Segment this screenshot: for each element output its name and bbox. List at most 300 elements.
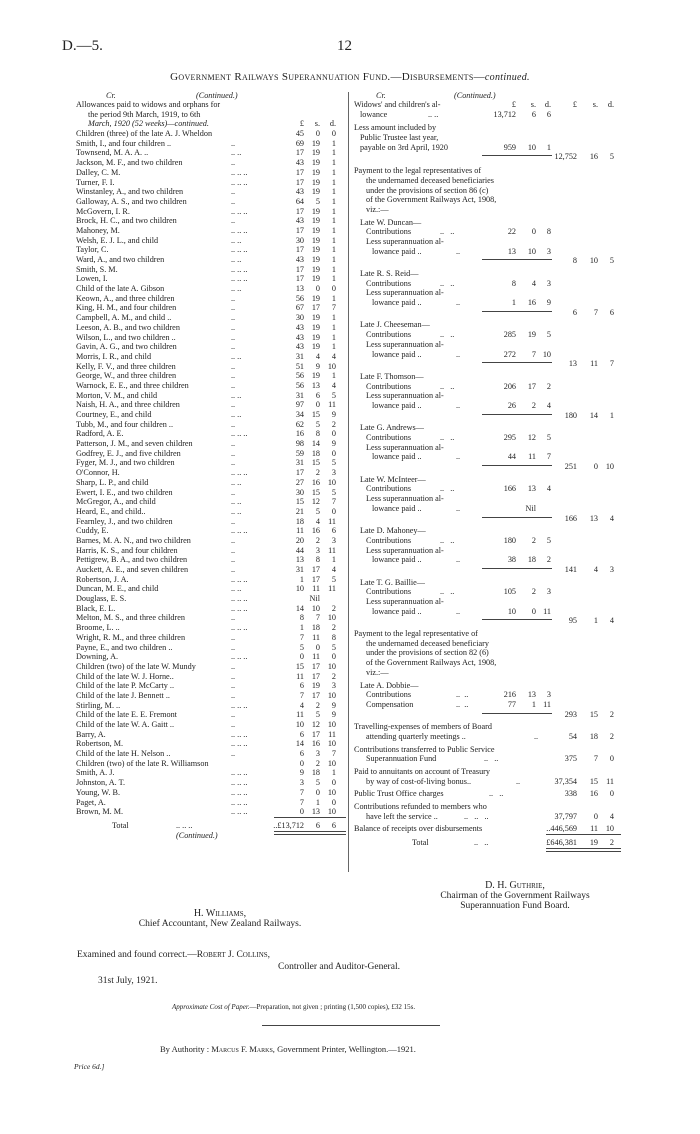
allowance-row bbox=[76, 749, 346, 759]
estate-contrib-shillings: 2 bbox=[531, 535, 536, 545]
allowance-shillings: 13 bbox=[311, 380, 320, 390]
allowance-pounds: 43 bbox=[295, 216, 304, 226]
allowance-shillings: 16 bbox=[311, 739, 320, 749]
payment2-line4: of the Government Railways Act, 1908, bbox=[366, 658, 497, 668]
allowance-dots: .. bbox=[231, 419, 236, 429]
estate-less-label-2: lowance paid .. bbox=[372, 555, 422, 565]
allowance-shillings: 19 bbox=[311, 245, 320, 255]
allowance-name: Gavin, A. G., and two children bbox=[76, 342, 177, 352]
estate-block: Late W. Duncan— Contributions .. .. 22 0 8 Less superannuation al- lowance paid .. .. 13 10 3 8 10 5 bbox=[360, 217, 614, 266]
allowance-row bbox=[76, 197, 346, 207]
allowance-shillings: 13 bbox=[311, 807, 320, 817]
allowance-name: Children (three) of the late A. J. Wheldon bbox=[76, 129, 213, 139]
allowance-pounds: 18 bbox=[295, 516, 304, 526]
allowance-name: Stirling, M. .. bbox=[76, 700, 121, 710]
allowance-row bbox=[76, 662, 346, 672]
allowance-pence: 7 bbox=[331, 749, 336, 759]
allowance-pounds: 6 bbox=[299, 681, 304, 691]
cost-note bbox=[172, 1003, 415, 1011]
allowance-row bbox=[76, 352, 346, 362]
less-shillings: 10 bbox=[527, 142, 536, 152]
allowance-pounds: 11 bbox=[296, 526, 304, 536]
estate-less-label-2: lowance paid .. bbox=[372, 606, 422, 616]
allowance-pounds: 43 bbox=[295, 187, 304, 197]
allowance-pence: 5 bbox=[331, 574, 336, 584]
allowance-name: Winstanley, A., and two children bbox=[76, 187, 184, 197]
allowance-pounds: 45 bbox=[295, 129, 304, 139]
widows-shillings: 6 bbox=[531, 109, 536, 119]
payment2-line1: Payment to the legal representative of bbox=[354, 629, 478, 639]
allowance-dots: .. .. .. bbox=[231, 245, 248, 255]
examined-statement bbox=[77, 950, 270, 960]
allowance-dots: .. .. .. bbox=[231, 429, 248, 439]
estate-name: Late R. S. Reid— bbox=[360, 269, 419, 278]
allowance-pounds: 17 bbox=[295, 206, 304, 216]
allowance-pounds: 5 bbox=[299, 642, 304, 652]
annuitants-pounds: 37,354 bbox=[554, 776, 577, 786]
allowance-shillings: 5 bbox=[315, 419, 320, 429]
estate-block: Late J. Cheeseman— Contributions .. .. 285 19 5 Less superannuation al- lowance paid .. .. 272 7 10 13 11 7 bbox=[360, 320, 614, 369]
allowance-row bbox=[76, 633, 346, 643]
allowance-pounds: 27 bbox=[295, 477, 304, 487]
page-number: 12 bbox=[337, 38, 352, 54]
allowance-pounds: 6 bbox=[299, 749, 304, 759]
estate-less-label-2: lowance paid .. bbox=[372, 503, 422, 513]
allowance-shillings: 10 bbox=[311, 603, 320, 613]
allowance-pounds: 43 bbox=[295, 322, 304, 332]
estate-paid-pence: 3 bbox=[546, 246, 551, 256]
estate-list bbox=[354, 215, 624, 627]
allowance-name: Naish, H. A., and three children bbox=[76, 400, 180, 410]
allowance-dots: .. bbox=[231, 613, 236, 623]
allowance-dots: .. bbox=[231, 555, 236, 565]
allowance-shillings: 6 bbox=[315, 390, 320, 400]
cost-text: —Preparation, not given ; printing (1,500 copies), £32 15s. bbox=[249, 1003, 416, 1011]
allowance-row bbox=[76, 148, 346, 158]
allowance-dots: .. bbox=[231, 380, 236, 390]
allowance-name: Child of the late A. Gibson bbox=[76, 284, 165, 294]
allowance-row bbox=[76, 546, 346, 556]
allowance-dots: .. bbox=[231, 681, 236, 691]
cost-label: Approximate Cost of Paper. bbox=[172, 1003, 250, 1011]
allowance-pounds: 30 bbox=[295, 235, 304, 245]
estate-less-label-1: Less superannuation al- bbox=[366, 494, 444, 504]
allowance-shillings: 15 bbox=[311, 410, 320, 419]
allowance-name: Barry, A. bbox=[76, 729, 106, 739]
allowance-name: Smith, S. M. bbox=[76, 264, 118, 274]
estate-net-shillings: 7 bbox=[593, 307, 598, 317]
allowance-dots: .. .. .. bbox=[231, 768, 248, 778]
allowance-shillings: 17 bbox=[311, 729, 320, 739]
estate-less-label-1: Less superannuation al- bbox=[366, 597, 444, 606]
allowance-dots: .. .. .. bbox=[231, 623, 248, 633]
estate-block: Late W. McInteer— Contributions .. .. 166 13 4 Less superannuation al- lowance paid .. .. Nil 166 13 4 bbox=[360, 474, 614, 523]
allowance-name: Radford, A. E. bbox=[76, 429, 124, 439]
allowance-pence: 2 bbox=[331, 603, 336, 613]
allowance-row bbox=[76, 216, 346, 226]
allowance-shillings: 11 bbox=[312, 652, 320, 662]
allowance-name: Patterson, J. M., and seven children bbox=[76, 439, 193, 449]
estate-contrib-pounds: 166 bbox=[503, 484, 516, 494]
allowance-dots: .. bbox=[231, 196, 236, 206]
estate-net-pence: 5 bbox=[609, 256, 614, 266]
estate-contrib-pence: 5 bbox=[546, 433, 551, 442]
allowance-pounds: 11 bbox=[296, 671, 304, 681]
title-continued: continued. bbox=[484, 72, 530, 83]
allowance-pence: 4 bbox=[331, 565, 336, 574]
balance-pence: 10 bbox=[605, 824, 614, 834]
allowance-shillings: 19 bbox=[311, 264, 320, 274]
allowances-intro-1: Allowances paid to widows and orphans for bbox=[76, 100, 221, 109]
allowance-shillings: 19 bbox=[311, 206, 320, 216]
head-shillings: s. bbox=[314, 119, 320, 129]
allowance-dots: .. .. .. bbox=[231, 468, 248, 478]
allowance-pence: 2 bbox=[331, 671, 336, 681]
estate-less-label-1: Less superannuation al- bbox=[366, 288, 444, 298]
allowance-row bbox=[76, 807, 346, 817]
examined-role: Controller and Auditor-General. bbox=[278, 962, 400, 972]
left-total-pounds: ..£13,712 bbox=[273, 820, 304, 830]
allowance-row bbox=[76, 313, 346, 323]
allowance-dots: .. bbox=[231, 535, 236, 545]
estate-block: Late T. G. Baillie— Contributions .. .. 105 2 3 Less superannuation al- lowance paid .. .. 10 0 11 95 1 4 bbox=[360, 577, 614, 626]
estate-paid-shillings: 10 bbox=[527, 246, 536, 256]
dobbie-contrib-pence: 3 bbox=[546, 690, 551, 700]
estate-contrib-pence: 2 bbox=[546, 381, 551, 391]
allowance-dots: .. bbox=[231, 710, 236, 720]
refunded-line2: have left the service .. bbox=[366, 811, 438, 821]
estate-less-label-2: lowance paid .. bbox=[372, 349, 422, 359]
allowance-shillings: 19 bbox=[311, 225, 320, 235]
allowance-pounds: 31 bbox=[295, 351, 304, 361]
allowance-dots: .. .. .. bbox=[231, 652, 248, 662]
allowance-dots: .. .. bbox=[231, 410, 242, 419]
head-pence: d. bbox=[329, 119, 336, 129]
allowance-row bbox=[76, 759, 346, 769]
allowance-pence: 1 bbox=[331, 235, 336, 245]
estate-name: Late W. Duncan— bbox=[360, 217, 422, 227]
allowance-shillings: 5 bbox=[315, 506, 320, 516]
estate-contrib-label: Contributions bbox=[366, 433, 412, 442]
payment2-line5: viz.:— bbox=[366, 667, 389, 677]
allowance-pounds: 7 bbox=[299, 690, 304, 700]
allowance-dots: .. bbox=[231, 642, 236, 652]
allowance-name: Brown, M. M. bbox=[76, 807, 124, 817]
estate-paid-pounds: 26 bbox=[507, 400, 516, 410]
allowance-name: Payne, E., and two children .. bbox=[76, 642, 173, 652]
allowance-shillings: 17 bbox=[311, 661, 320, 671]
dobbie-contrib-pounds: 216 bbox=[503, 690, 516, 700]
payment1-line1: Payment to the legal representatives of bbox=[354, 166, 482, 176]
left-total-label: Total bbox=[112, 820, 129, 830]
estate-net-pounds: 166 bbox=[564, 513, 577, 523]
allowance-dots: .. .. .. bbox=[231, 574, 248, 584]
allowance-dots: .. bbox=[231, 138, 236, 148]
estate-paid-shillings: 16 bbox=[527, 298, 536, 308]
left-continued-label: (Continued.) bbox=[196, 91, 238, 100]
allowance-pence: 1 bbox=[331, 255, 336, 264]
allowance-dots: .. bbox=[231, 632, 236, 642]
allowance-name: Downing, A. bbox=[76, 652, 119, 662]
allowance-shillings: 5 bbox=[315, 710, 320, 720]
allowance-pounds: 15 bbox=[295, 497, 304, 507]
estate-paid-pounds: 38 bbox=[507, 555, 516, 565]
allowance-pence: 6 bbox=[331, 526, 336, 536]
allowance-name: Paget, A. bbox=[76, 797, 106, 807]
right-head-s1: s. bbox=[530, 100, 536, 109]
estate-block: Late D. Mahoney— Contributions .. .. 180 2 5 Less superannuation al- lowance paid .. .. 38 18 2 141 4 3 bbox=[360, 526, 614, 574]
right-head-l2: £ bbox=[572, 100, 577, 109]
allowance-dots: .. .. bbox=[231, 235, 242, 245]
allowance-row bbox=[76, 594, 346, 604]
allowance-pounds: 0 bbox=[299, 652, 304, 662]
allowance-pounds: 43 bbox=[295, 158, 304, 168]
allowance-name: Brock, H. C., and two children bbox=[76, 216, 177, 226]
allowance-dots: .. bbox=[231, 400, 236, 410]
allowance-row bbox=[76, 526, 346, 536]
allowance-name: McGregor, A., and child bbox=[76, 497, 156, 507]
travel-pence: 2 bbox=[609, 731, 614, 741]
estate-paid-shillings: 0 bbox=[531, 606, 536, 616]
allowance-name: Duncan, M. E., and child bbox=[76, 584, 159, 594]
estate-contrib-pounds: 295 bbox=[503, 433, 516, 442]
estate-name: Late W. McInteer— bbox=[360, 474, 426, 484]
estate-contrib-shillings: 19 bbox=[527, 330, 536, 340]
right-column: Cr. (Continued.) Widows' and children's al- £ s. d. £ s. d. lowance .. .. 13,712 6 6 Less amount included by Public Trustee last year, payable on 3rd April, 1920 959 10 1 12,752 16 5 Payment to the legal representatives of the undernamed deceased beneficiaries under the provisions of section 86 (c) of the Government Railways Act, 1908, viz.:— Late W. Duncan— Contributions .. .. 22 0 8 Less superannuation al- lowance paid .. .. 13 10 3 8 10 5 Late R. S. Reid— Contributions .. .. 8 4 3 Less superannuation al- lowance paid .. .. 1 16 9 6 7 6 Late J. Cheeseman— Contributions .. .. 285 19 5 Less superannuation al- lowance paid .. .. 272 7 10 13 11 7 Late F. Thomson— Contributions .. .. 206 17 2 Less superannuation al- lowance paid .. .. 26 2 4 180 14 1 Late G. Andrews— Contributions .. .. 295 12 5 Less superannuation al- lowance paid .. .. 44 11 7 251 0 10 Late W. McInteer— Contributions .. .. 166 13 4 Less superannuation al- lowance paid .. .. Nil 166 13 4 Late D. Mahoney— Contributions .. .. 180 2 5 Less superannuation al- lowance paid .. .. 38 18 2 141 4 3 Late T. G. Baillie— Contributions .. .. 105 2 3 Less superannuation al- lowance paid .. .. 10 0 11 95 1 4 Payment to the legal representative of the undernamed deceased beneficiary under the provisions of section 82 (6) of the Government Railways Act, 1908, viz.:— Late A. Dobbie— Contributions .. .. 216 13 3 Compensation .. .. 77 1 11 293 15 2 Travelling-expenses of members of Board attending quarterly meetings .. .. 54 18 2 Contributions transferred to Public Service Superannuation Fund .. .. 375 7 0 Paid to annuitants on account of Treasury by way of cost-of-living bonus.. .. 37,354 15 11 Public Trust Office charges .. .. 338 16 0 Contributions refunded to members who have left the service .. .. .. .. 37,797 0 4 Balance of receipts over disbursements ..446,569 11 10 Total .. .. £646,381 19 2 bbox=[354, 91, 624, 848]
right-continued-label: (Continued.) bbox=[454, 91, 496, 100]
left-cr-label: Cr. bbox=[106, 91, 116, 100]
estate-name: Late T. G. Baillie— bbox=[360, 577, 425, 587]
examined-date: 31st July, 1921. bbox=[98, 976, 158, 986]
estate-contrib-label: Contributions bbox=[366, 278, 412, 288]
widows-dots: .. .. bbox=[428, 109, 439, 119]
allowance-pence: 1 bbox=[331, 148, 336, 158]
allowance-pence: 0 bbox=[331, 506, 336, 516]
allowance-row bbox=[76, 739, 346, 749]
transfer-pence: 0 bbox=[609, 754, 614, 764]
allowance-shillings: 11 bbox=[312, 584, 320, 594]
allowance-shillings: 12 bbox=[311, 720, 320, 729]
williams-name: H. Williams, bbox=[193, 908, 247, 919]
allowance-pounds: 17 bbox=[295, 177, 304, 187]
dobbie-contrib-label: Contributions bbox=[366, 690, 412, 700]
authority-text: By Authority : bbox=[160, 1044, 210, 1054]
estate-net-pence: 10 bbox=[605, 462, 614, 472]
allowance-name: Robertson, J. A. bbox=[76, 574, 129, 584]
allowance-pounds: 67 bbox=[295, 303, 304, 313]
allowance-pence: 10 bbox=[327, 361, 336, 371]
allowance-pounds: 6 bbox=[299, 729, 304, 739]
allowance-shillings: 19 bbox=[311, 158, 320, 168]
allowance-pounds: 7 bbox=[299, 632, 304, 642]
allowance-row bbox=[76, 187, 346, 197]
widows-pence: 6 bbox=[546, 109, 551, 119]
estate-net-shillings: 11 bbox=[590, 359, 598, 369]
refunded-shillings: 0 bbox=[593, 811, 598, 821]
allowance-pounds: 13 bbox=[295, 284, 304, 294]
allowance-pounds: 56 bbox=[295, 371, 304, 381]
estate-net-pounds: 13 bbox=[568, 359, 577, 369]
estate-less-label-1: Less superannuation al- bbox=[366, 391, 444, 401]
allowance-pounds: 8 bbox=[299, 613, 304, 623]
allowance-shillings: 15 bbox=[311, 458, 320, 468]
estate-net-pence: 1 bbox=[609, 410, 614, 420]
allowance-pounds: 17 bbox=[295, 274, 304, 284]
estate-contrib-shillings: 17 bbox=[527, 381, 536, 391]
allowance-dots: .. .. bbox=[231, 148, 242, 158]
allowance-row bbox=[76, 497, 346, 507]
allowance-pence: 11 bbox=[328, 400, 336, 410]
allowance-pence: 11 bbox=[328, 729, 336, 739]
allowance-pounds: 51 bbox=[295, 361, 304, 371]
trust-line1: Public Trust Office charges bbox=[354, 789, 444, 799]
allowance-name: Child of the late W. J. Horne.. bbox=[76, 671, 174, 681]
right-head-d1: d. bbox=[544, 100, 551, 109]
allowance-shillings: 19 bbox=[311, 274, 320, 284]
right-total-shillings: 19 bbox=[589, 838, 598, 848]
price-label: Price 6d.] bbox=[74, 1062, 105, 1071]
allowance-pounds: 0 bbox=[299, 807, 304, 817]
allowance-shillings: 2 bbox=[315, 535, 320, 545]
allowance-row bbox=[76, 303, 346, 313]
estate-less-label-1: Less superannuation al- bbox=[366, 545, 444, 555]
allowance-shillings: 3 bbox=[315, 545, 320, 555]
allowance-shillings: 15 bbox=[311, 487, 320, 497]
allowance-name: Harris, K. S., and four children bbox=[76, 545, 178, 555]
allowance-row bbox=[76, 265, 346, 275]
estate-net-shillings: 14 bbox=[589, 410, 598, 420]
allowance-pounds: 31 bbox=[295, 565, 304, 574]
allowance-pence: 1 bbox=[331, 206, 336, 216]
allowance-pounds: 69 bbox=[295, 138, 304, 148]
allowance-pence: 0 bbox=[331, 284, 336, 294]
allowance-shillings: 19 bbox=[311, 187, 320, 197]
allowance-row bbox=[76, 129, 346, 139]
allowance-row bbox=[76, 788, 346, 798]
allowance-pounds: 34 bbox=[295, 410, 304, 419]
annuitants-line2: by way of cost-of-living bonus.. bbox=[366, 776, 472, 786]
allowance-row bbox=[76, 245, 346, 255]
authority-rest: Government Printer, Wellington.—1921. bbox=[277, 1044, 416, 1054]
less-pence: 1 bbox=[546, 142, 551, 152]
authority-line bbox=[160, 1044, 416, 1054]
allowance-shillings: 0 bbox=[315, 642, 320, 652]
less-line2: Public Trustee last year, bbox=[360, 133, 439, 143]
allowance-shillings: Nil bbox=[309, 594, 320, 604]
allowance-row bbox=[76, 536, 346, 546]
allowance-shillings: 17 bbox=[311, 574, 320, 584]
allowance-shillings: 2 bbox=[315, 758, 320, 768]
allowance-name: Heard, E., and child.. bbox=[76, 506, 146, 516]
allowance-pounds: 21 bbox=[295, 506, 304, 516]
allowance-pence: 0 bbox=[331, 778, 336, 788]
allowance-shillings: 4 bbox=[315, 516, 320, 526]
allowance-shillings: 19 bbox=[311, 167, 320, 177]
estate-net-pounds: 95 bbox=[568, 616, 577, 626]
allowance-name: Child of the late W. A. Gaitt .. bbox=[76, 720, 175, 729]
allowance-dots: .. bbox=[231, 439, 236, 449]
estate-net-pence: 6 bbox=[609, 307, 614, 317]
allowance-dots: .. .. .. bbox=[231, 729, 248, 739]
allowance-row bbox=[76, 371, 346, 381]
dobbie-total-shillings: 15 bbox=[589, 709, 598, 719]
allowance-pence: 3 bbox=[331, 535, 336, 545]
allowance-name: Morton, V. M., and child bbox=[76, 390, 158, 400]
estate-paid-pounds: 272 bbox=[503, 349, 516, 359]
allowance-name: Broome, L. .. bbox=[76, 623, 120, 633]
allowance-pounds: 17 bbox=[295, 167, 304, 177]
estate-net-shillings: 4 bbox=[593, 564, 598, 574]
estate-name: Late G. Andrews— bbox=[360, 423, 424, 433]
allowance-name: Wilson, L., and two children .. bbox=[76, 332, 176, 342]
allowance-pounds: 0 bbox=[299, 758, 304, 768]
estate-contrib-pounds: 206 bbox=[503, 381, 516, 391]
allowance-pounds: 44 bbox=[295, 545, 304, 555]
allowance-row bbox=[76, 468, 346, 478]
payment1-line5: viz.:— bbox=[366, 204, 389, 214]
allowance-shillings: 17 bbox=[311, 671, 320, 681]
allowance-pence: 4 bbox=[331, 351, 336, 361]
allowance-name: Black, E. L. bbox=[76, 603, 116, 613]
allowance-row bbox=[76, 333, 346, 343]
allowance-pence: 10 bbox=[327, 758, 336, 768]
allowance-name: O'Connor, H. bbox=[76, 468, 120, 478]
allowance-pence: 10 bbox=[327, 739, 336, 749]
right-head-d2: d. bbox=[607, 100, 614, 109]
estate-paid-pounds: 10 bbox=[507, 606, 516, 616]
allowance-dots: .. bbox=[231, 565, 236, 574]
allowances-intro-2: the period 9th March, 1919, to 6th bbox=[88, 109, 201, 119]
allowance-pence: 8 bbox=[331, 632, 336, 642]
allowance-row bbox=[76, 381, 346, 391]
allowance-name: Kelly, F. V., and three children bbox=[76, 361, 176, 371]
estate-paid-shillings: 7 bbox=[531, 349, 536, 359]
estate-contrib-pence: 3 bbox=[546, 278, 551, 288]
allowance-shillings: 7 bbox=[315, 613, 320, 623]
allowance-shillings: 8 bbox=[315, 555, 320, 565]
allowance-pence: 1 bbox=[331, 371, 336, 381]
allowance-name: Melton, M. S., and three children bbox=[76, 613, 185, 623]
payment1-line4: of the Government Railways Act, 1908, bbox=[366, 195, 497, 205]
allowance-row bbox=[76, 691, 346, 701]
authority-name: Marcus F. Marks, bbox=[211, 1044, 275, 1054]
allowance-dots: .. bbox=[231, 545, 236, 555]
right-head-l1: £ bbox=[511, 100, 516, 109]
allowance-row bbox=[76, 701, 346, 711]
left-total-pence: 6 bbox=[331, 820, 336, 830]
less-line1: Less amount included by bbox=[354, 123, 437, 133]
allowance-row bbox=[76, 555, 346, 565]
allowance-pence: 3 bbox=[331, 681, 336, 691]
allowance-row bbox=[76, 604, 346, 614]
dobbie-comp-pounds: 77 bbox=[507, 699, 516, 709]
estate-block: Late R. S. Reid— Contributions .. .. 8 4 3 Less superannuation al- lowance paid .. .. 1 16 9 6 7 6 bbox=[360, 269, 614, 317]
signature-guthrie bbox=[400, 880, 630, 911]
estate-name: Late D. Mahoney— bbox=[360, 526, 426, 536]
guthrie-role-2: Superannuation Fund Board. bbox=[460, 901, 570, 911]
allowance-name: Dalley, C. M. bbox=[76, 167, 121, 177]
allowance-dots: .. .. .. bbox=[231, 787, 248, 797]
allowance-row bbox=[76, 410, 346, 420]
examined-name: Robert J. Collins, bbox=[196, 950, 271, 960]
allowance-pounds: 98 bbox=[295, 439, 304, 449]
allowance-row bbox=[76, 458, 346, 468]
allowance-dots: .. .. .. bbox=[231, 177, 248, 187]
allowance-name: Smith, I., and four children .. bbox=[76, 138, 172, 148]
allowance-dots: .. bbox=[231, 690, 236, 700]
allowance-shillings: 17 bbox=[311, 565, 320, 574]
travel-line1: Travelling-expenses of members of Board bbox=[354, 722, 492, 732]
